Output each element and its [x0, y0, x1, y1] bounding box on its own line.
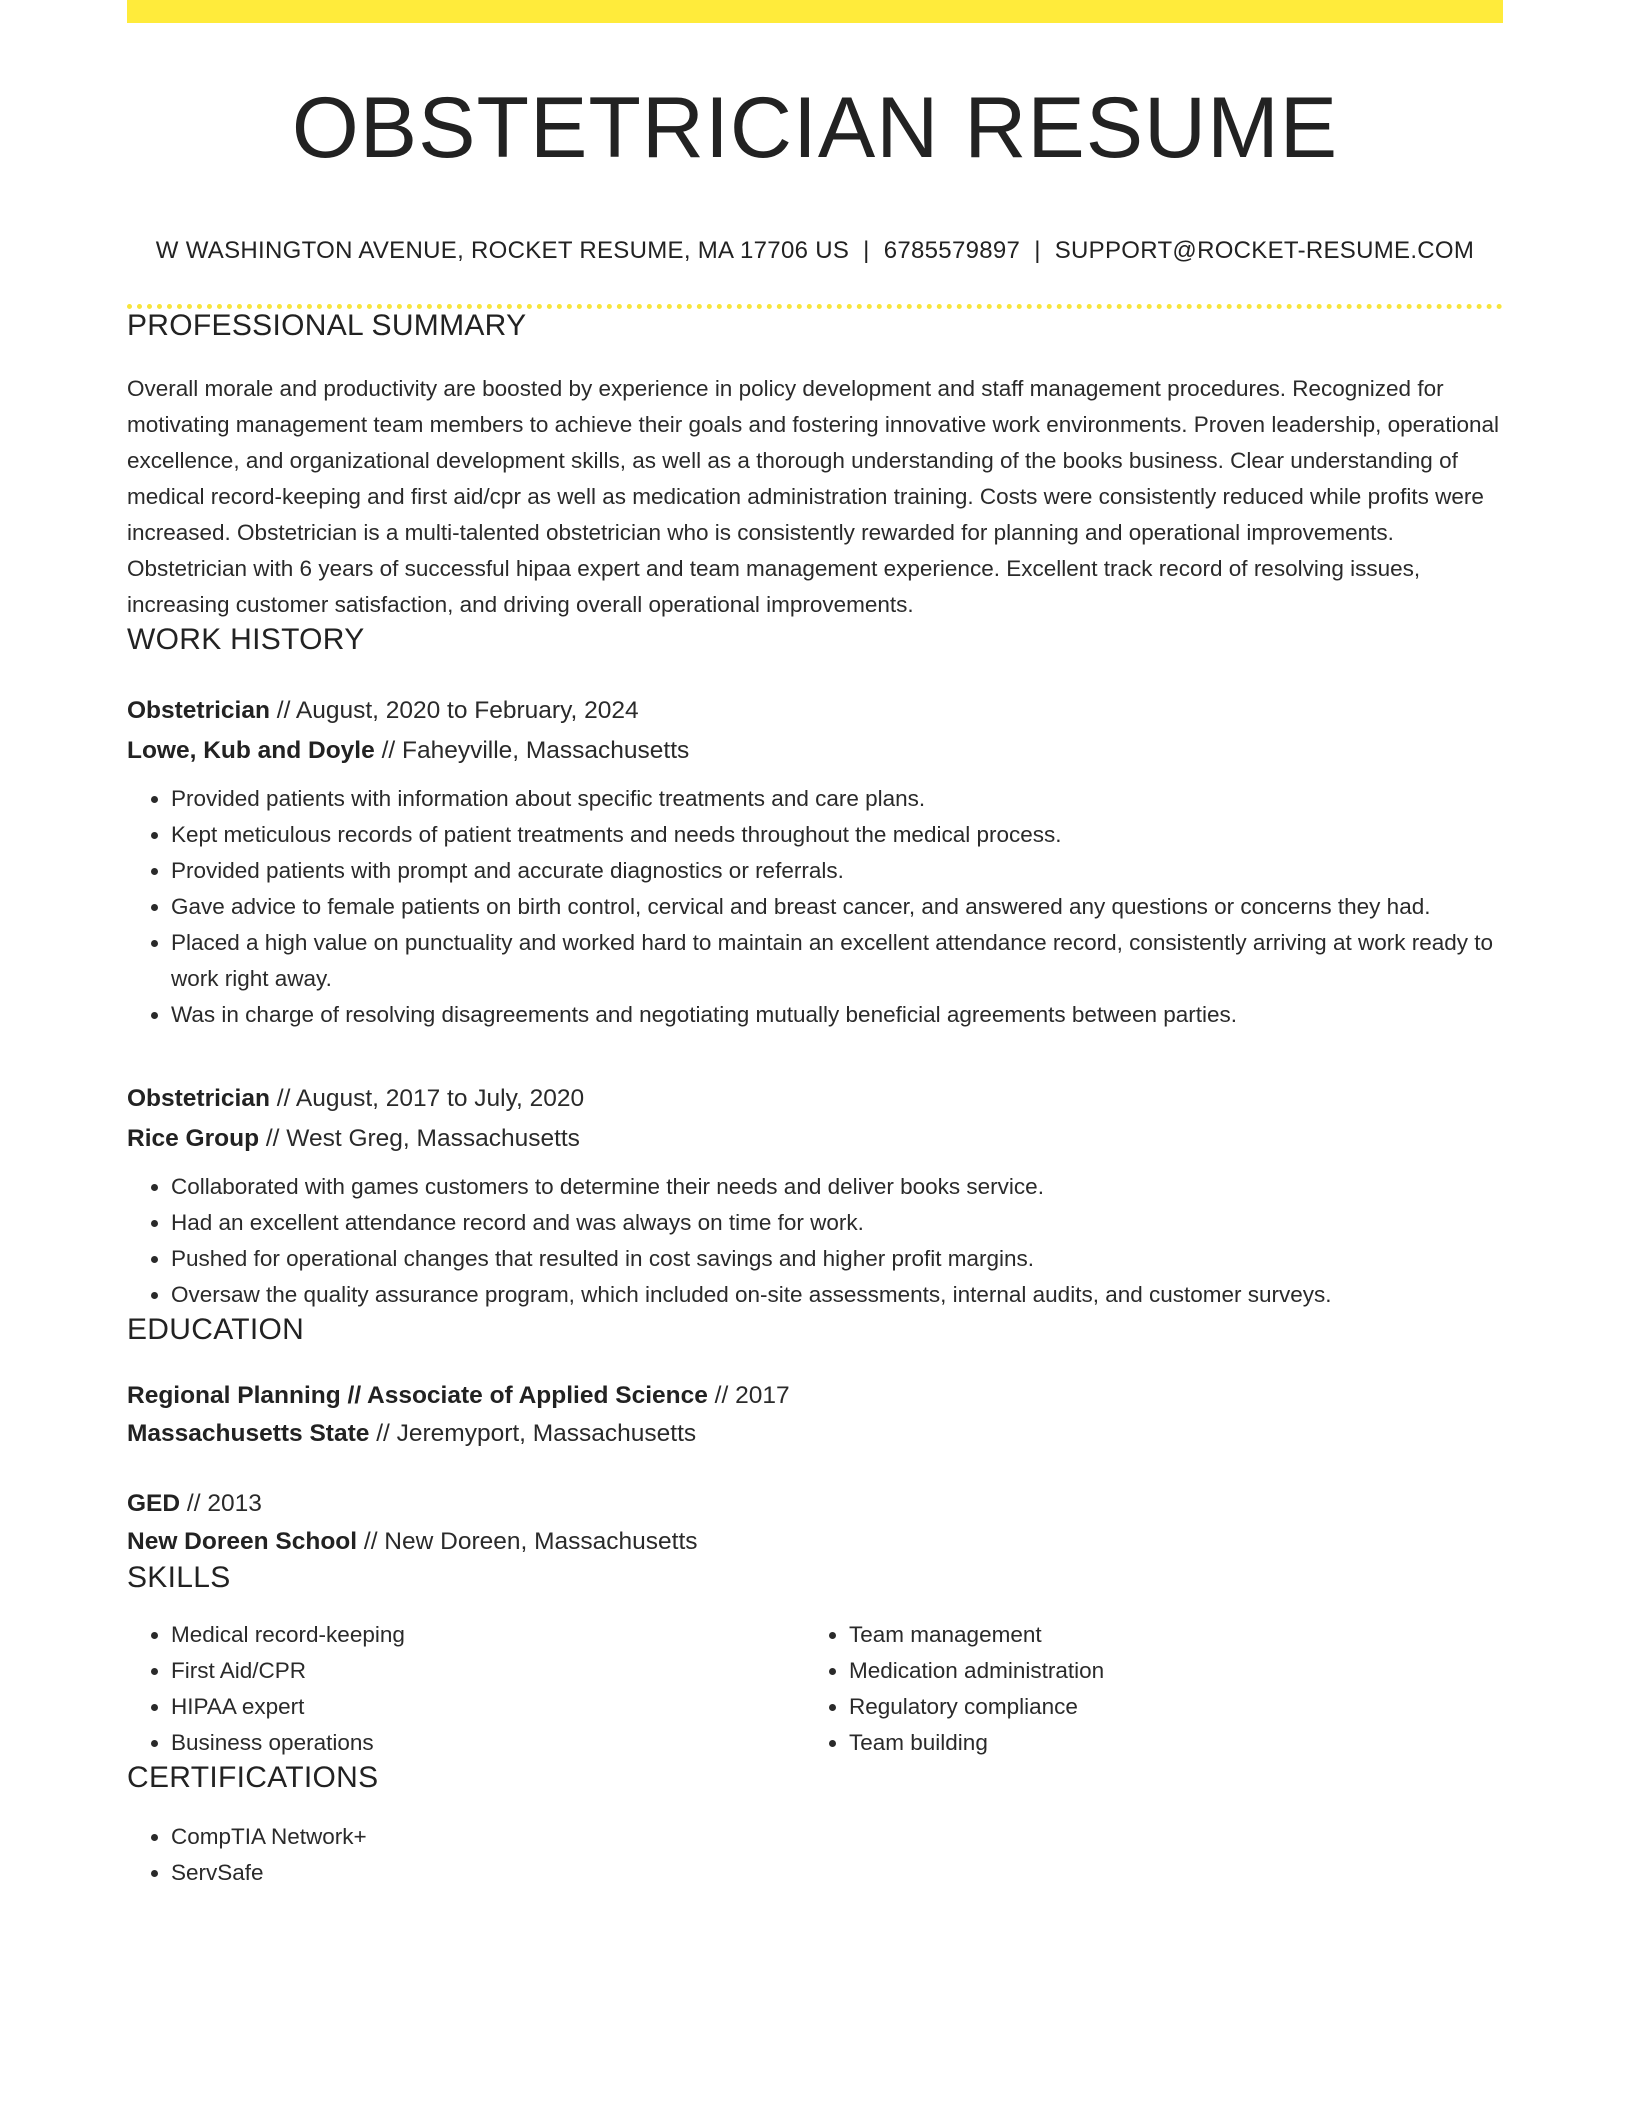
- list-item: • Medication administration: [849, 1653, 1483, 1689]
- summary-text: Overall morale and productivity are boosted by experience in policy development and staff management procedures. Recognized for motivating management team members to achieve their goals and fostering innovative work environments. Proven leadership, operational excellence, and organizational development skills, as well as a thorough understanding of the books business. Clear understanding of medical record-keeping and first aid/cpr as well as medication administration training. Costs were consistently reduced while profits were increased. Obstetrician is a multi-talented obstetrician who is consistently rewarded for planning and operational improvements. Obstetrician with 6 years of successful hipaa expert and team management experience. Excellent track record of resolving issues, increasing customer satisfaction, and driving overall operational improvements.: [127, 376, 1499, 617]
- skills-column-left: [127, 1617, 805, 1761]
- list-item: • Placed a high value on punctuality and worked hard to maintain an excellent attendance record, consistently arriving at work ready to work right away.: [171, 925, 1503, 997]
- job-title: Obstetrician: [127, 697, 270, 724]
- education-degree-line: [127, 1377, 1503, 1415]
- job-title-line: [127, 691, 1503, 731]
- list-item: • Had an excellent attendance record and was always on time for work.: [171, 1205, 1503, 1241]
- job-dates: // August, 2020 to February, 2024: [276, 697, 639, 724]
- list-item: • First Aid/CPR: [171, 1653, 805, 1689]
- job-company-line: [127, 1119, 1503, 1159]
- job-title-line: [127, 1079, 1503, 1119]
- education-year: // 2017: [714, 1382, 790, 1409]
- skills-grid: [127, 1617, 1503, 1761]
- education-school: New Doreen School: [127, 1528, 358, 1555]
- work-history-heading: WORK HISTORY: [127, 623, 365, 656]
- summary-heading: PROFESSIONAL SUMMARY: [127, 309, 527, 342]
- job-location: // West Greg, Massachusetts: [265, 1125, 580, 1152]
- list-item: • HIPAA expert: [171, 1689, 805, 1725]
- job-dates: // August, 2017 to July, 2020: [276, 1085, 585, 1112]
- job-location: // Faheyville, Massachusetts: [381, 737, 690, 764]
- list-item: • Regulatory compliance: [849, 1689, 1483, 1725]
- certifications-heading: CERTIFICATIONS: [127, 1761, 379, 1794]
- top-accent-bar: [127, 0, 1503, 23]
- education-school-line: [127, 1415, 1503, 1453]
- job-company-line: [127, 731, 1503, 771]
- skills-column-right: [805, 1617, 1483, 1761]
- list-item: • Pushed for operational changes that resulted in cost savings and higher profit margins.: [171, 1241, 1503, 1277]
- contact-separator: |: [863, 237, 870, 264]
- resume-page: [127, 0, 1503, 1891]
- list-item: • Business operations: [171, 1725, 805, 1761]
- contact-address: W WASHINGTON AVENUE, ROCKET RESUME, MA 17706 US: [155, 237, 850, 264]
- certifications-list: [127, 1819, 1503, 1891]
- list-item: • Medical record-keeping: [171, 1617, 805, 1653]
- job-entry: [127, 1079, 1503, 1313]
- page-title: OBSTETRICIAN RESUME: [291, 80, 1339, 176]
- list-item: • Oversaw the quality assurance program, which included on-site assessments, internal audits, and customer surveys.: [171, 1277, 1503, 1313]
- list-item: • Provided patients with information about specific treatments and care plans.: [171, 781, 1503, 817]
- job-company: Lowe, Kub and Doyle: [127, 737, 375, 764]
- job-bullets: [127, 781, 1503, 1033]
- list-item: • Team building: [849, 1725, 1483, 1761]
- education-school-line: [127, 1523, 1503, 1561]
- contact-email: SUPPORT@ROCKET-RESUME.COM: [1054, 237, 1475, 264]
- education-location: // Jeremyport, Massachusetts: [376, 1420, 697, 1447]
- education-entry: [127, 1377, 1503, 1453]
- list-item: • Collaborated with games customers to determine their needs and deliver books service.: [171, 1169, 1503, 1205]
- list-item: • CompTIA Network+: [171, 1819, 1503, 1855]
- list-item: • Was in charge of resolving disagreements and negotiating mutually beneficial agreements between parties.: [171, 997, 1503, 1033]
- list-item: • Kept meticulous records of patient treatments and needs throughout the medical process.: [171, 817, 1503, 853]
- skills-heading: SKILLS: [127, 1561, 231, 1594]
- contact-separator: |: [1034, 237, 1041, 264]
- job-entry: [127, 691, 1503, 1033]
- education-school: Massachusetts State: [127, 1420, 370, 1447]
- job-company: Rice Group: [127, 1125, 260, 1152]
- job-title: Obstetrician: [127, 1085, 270, 1112]
- contact-line: [127, 237, 1503, 265]
- education-year: // 2013: [186, 1490, 262, 1517]
- education-degree: GED: [127, 1490, 181, 1517]
- list-item: • Team management: [849, 1617, 1483, 1653]
- education-location: // New Doreen, Massachusetts: [363, 1528, 698, 1555]
- contact-phone: 6785579897: [883, 237, 1021, 264]
- education-degree-line: [127, 1485, 1503, 1523]
- education-entry: [127, 1485, 1503, 1561]
- list-item: • Provided patients with prompt and accurate diagnostics or referrals.: [171, 853, 1503, 889]
- list-item: • Gave advice to female patients on birth control, cervical and breast cancer, and answered any questions or concerns they had.: [171, 889, 1503, 925]
- education-degree: Regional Planning // Associate of Applied Science: [127, 1382, 708, 1409]
- job-bullets: [127, 1169, 1503, 1313]
- education-heading: EDUCATION: [127, 1313, 305, 1346]
- list-item: • ServSafe: [171, 1855, 1503, 1891]
